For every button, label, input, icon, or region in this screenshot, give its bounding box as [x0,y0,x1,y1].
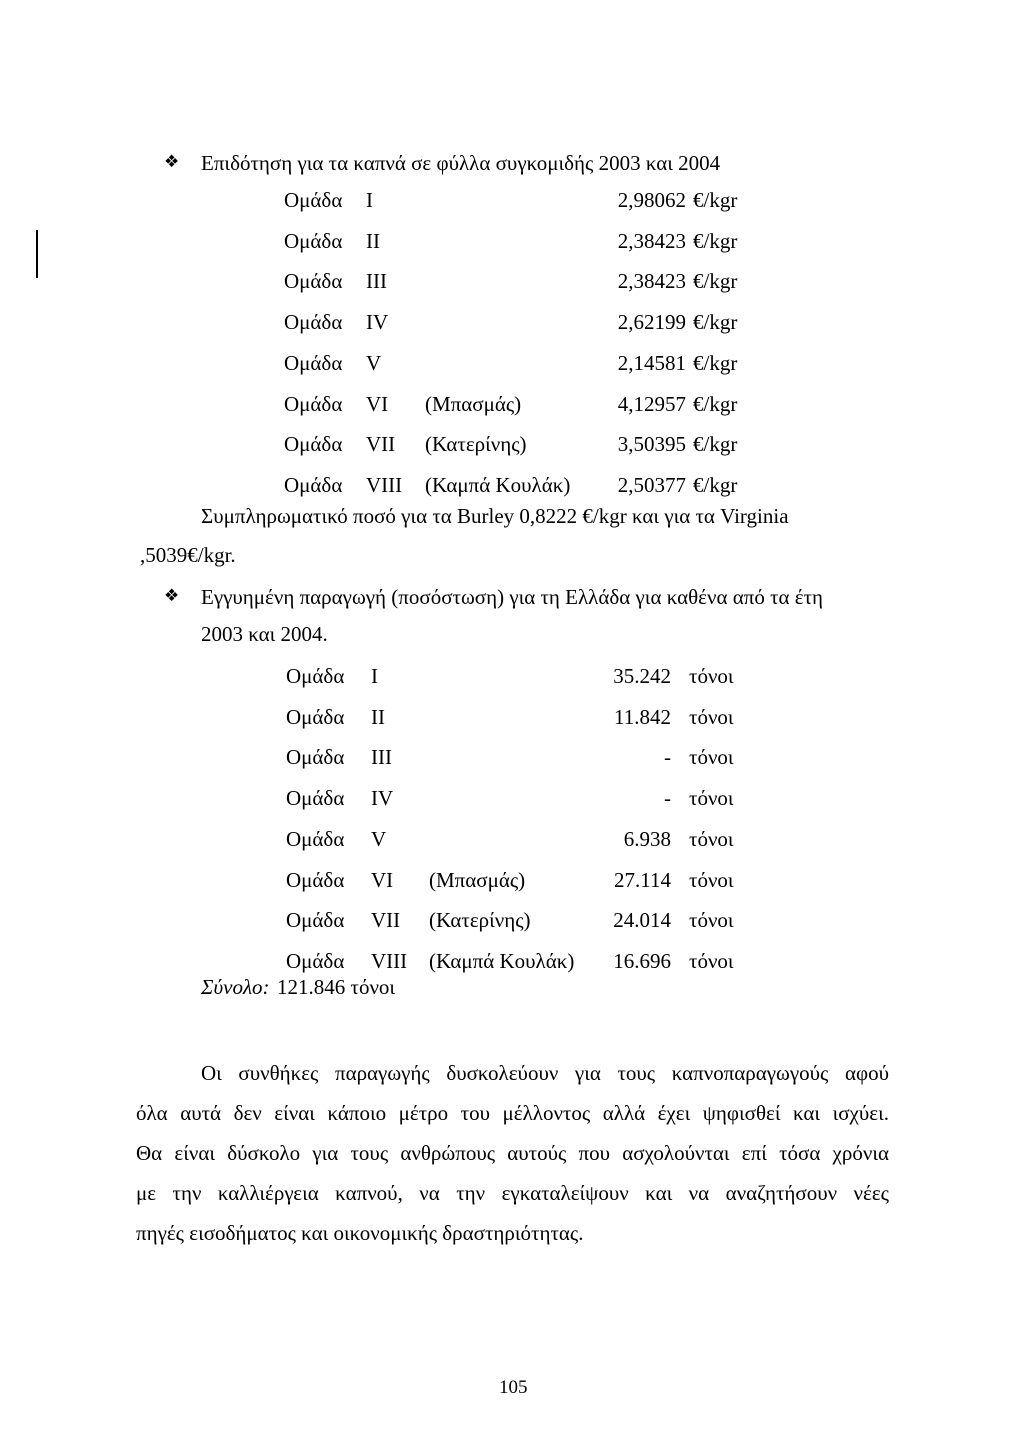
value-cell: 2,38423 [617,269,686,294]
group-label: Ομάδα [284,188,343,212]
paragraph-line: με την καλλιέργεια καπνού, να την εγκαταλείψουν και να αναζητήσουν νέες [136,1181,889,1205]
section1-bullet: ❖ [164,152,179,171]
group-number: III [366,269,387,294]
group-number: III [371,745,392,770]
variety-name: (Μπασμάς) [429,867,526,892]
unit-label: €/kgr [693,310,738,335]
group-label: Ομάδα [286,704,345,729]
group-number: II [366,228,380,253]
page-number: 105 [499,1377,528,1398]
group-number: VII [366,432,396,457]
group-label: Ομάδα [284,391,343,416]
group-label: Ομάδα [286,786,345,811]
group-number: VII [371,908,401,933]
group-label: Ομάδα [284,472,343,497]
group-label: Ομάδα [284,350,343,375]
variety-name: (Κατερίνης) [425,432,527,457]
group-number: I [371,664,378,688]
group-label: Ομάδα [286,908,345,933]
group-label: Ομάδα [284,269,343,294]
paragraph-line: όλα αυτά δεν είναι κάποιο μέτρο του μέλλοντος αλλά έχει ψηφισθεί και ισχύει. [136,1101,889,1125]
unit-label: τόνοι [689,948,734,973]
unit-label: €/kgr [693,432,738,457]
value-cell: - [664,786,671,811]
unit-label: τόνοι [689,664,734,688]
group-number: V [366,350,382,375]
value-cell: 3,50395 [617,432,686,457]
value-cell: 4,12957 [617,391,686,416]
unit-label: τόνοι [689,704,734,729]
group-number: V [371,826,387,851]
group-number: VIII [366,472,403,497]
group-number: VI [371,867,394,892]
value-cell: 35.242 [613,664,671,688]
group-number: IV [371,786,394,811]
unit-label: €/kgr [693,472,738,497]
variety-name: (Καμπά Κουλάκ) [425,472,571,497]
group-label: Ομάδα [284,432,343,457]
group-label: Ομάδα [284,310,343,335]
paragraph-line: πηγές εισοδήματος και οικονομικής δραστηριότητας. [136,1221,584,1245]
unit-label: τόνοι [689,867,734,892]
group-number: VI [366,391,389,416]
group-label: Ομάδα [286,826,345,851]
scan-margin-mark [36,230,38,278]
unit-label: τόνοι [689,826,734,851]
value-cell: 16.696 [613,948,671,973]
group-number: I [366,188,373,212]
supplement-line-1: Συμπληρωματικό ποσό για τα Burley 0,8222 €/kgr και για τα Virginia [201,504,789,528]
supplement-line-2: ,5039€/kgr. [140,543,236,567]
group-label: Ομάδα [286,745,345,770]
unit-label: τόνοι [689,745,734,770]
group-label: Ομάδα [286,867,345,892]
group-number: VIII [371,948,408,973]
variety-name: (Καμπά Κουλάκ) [429,948,575,973]
unit-label: €/kgr [693,188,738,212]
unit-label: €/kgr [693,391,738,416]
group-label: Ομάδα [284,228,343,253]
value-cell: 2,50377 [617,472,686,497]
unit-label: τόνοι [689,786,734,811]
total-label: Σύνολο: [201,975,270,999]
section2-bullet: ❖ [164,586,179,605]
value-cell: - [664,745,671,770]
variety-name: (Μπασμάς) [425,391,522,416]
group-number: II [371,704,385,729]
value-cell: 2,38423 [617,228,686,253]
section2-heading-line-2: 2003 και 2004. [201,622,328,646]
value-cell: 2,98062 [617,188,686,212]
value-cell: 2,62199 [617,310,686,335]
unit-label: €/kgr [693,350,738,375]
total-value: 121.846 τόνοι [277,975,396,999]
variety-name: (Κατερίνης) [429,908,531,933]
section2-heading-line-1: Εγγυημένη παραγωγή (ποσόστωση) για τη Ελλάδα για καθένα από τα έτη [201,585,824,609]
value-cell: 2,14581 [617,350,686,375]
paragraph-line: Οι συνθήκες παραγωγής δυσκολεύουν για τους καπνοπαραγωγούς αφού [201,1061,889,1085]
value-cell: 24.014 [613,908,671,933]
unit-label: τόνοι [689,908,734,933]
group-label: Ομάδα [286,948,345,973]
unit-label: €/kgr [693,228,738,253]
value-cell: 27.114 [614,867,671,892]
section1-heading: Επιδότηση για τα καπνά σε φύλλα συγκομιδής 2003 και 2004 [201,151,721,175]
unit-label: €/kgr [693,269,738,294]
group-label: Ομάδα [286,664,345,688]
paragraph-line: Θα είναι δύσκολο για τους ανθρώπους αυτούς που ασχολούνται επί τόσα χρόνια [136,1141,889,1165]
body-paragraph [136,1053,889,1253]
value-cell: 6.938 [623,826,671,851]
group-number: IV [366,310,389,335]
value-cell: 11.842 [614,704,671,729]
